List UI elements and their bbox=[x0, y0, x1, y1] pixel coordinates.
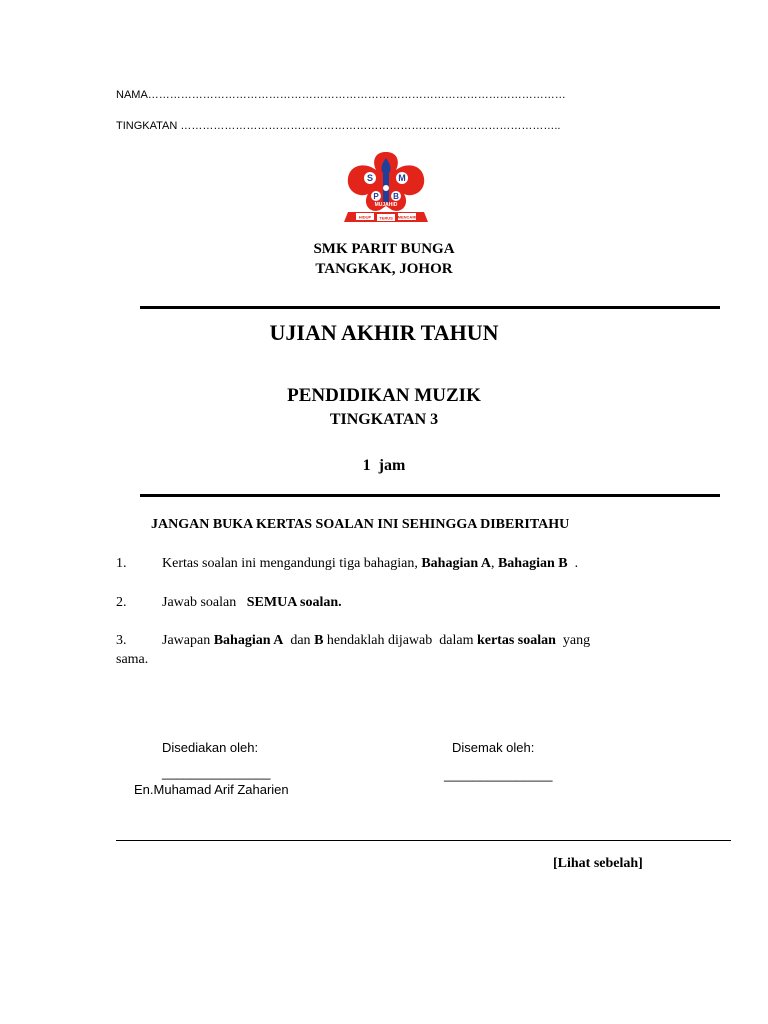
logo-banner-mid: TERUS bbox=[379, 215, 393, 221]
divider-top bbox=[140, 306, 720, 309]
prepared-by-signature-line: _______________ bbox=[162, 765, 271, 780]
exam-title: UJIAN AKHIR TAHUN bbox=[269, 320, 499, 345]
logo-banner-center: MUJAHID bbox=[374, 202, 398, 208]
prepared-by-name: En.Muhamad Arif Zaharien bbox=[134, 782, 289, 797]
instruction-item-1: 1. Kertas soalan ini mengandungi tiga bahagian, Bahagian A, Bahagian B . bbox=[116, 556, 579, 571]
logo-letter-b: B bbox=[393, 192, 399, 201]
instruction-number: 2. bbox=[116, 595, 127, 610]
logo-letter-p: P bbox=[373, 192, 379, 201]
divider-bottom bbox=[140, 494, 720, 497]
school-name: SMK PARIT BUNGA bbox=[313, 241, 455, 257]
exam-duration: 1 jam bbox=[362, 457, 406, 474]
next-page-note: [Lihat sebelah] bbox=[553, 856, 643, 871]
logo-letter-m: M bbox=[398, 173, 406, 183]
prepared-by-label: Disediakan oleh: bbox=[162, 740, 259, 755]
exam-subject: PENDIDIKAN MUZIK bbox=[287, 385, 481, 406]
school-location: TANGKAK, JOHOR bbox=[315, 261, 453, 277]
school-logo bbox=[340, 148, 432, 228]
exam-form: TINGKATAN 3 bbox=[329, 411, 439, 428]
instruction-item-3: 3. Jawapan Bahagian A dan B hendaklah dijawab dalam kertas soalan yang bbox=[116, 633, 591, 648]
student-form-line: TINGKATAN ………………………………………………………………………………………….. bbox=[116, 120, 561, 132]
logo-banner-right: MENCARI bbox=[397, 214, 417, 220]
checked-by-label: Disemak oleh: bbox=[452, 740, 535, 755]
instruction-item-3-cont: sama. bbox=[116, 652, 149, 667]
student-name-line: NAMA…………………………………………………………………………………………………… bbox=[116, 89, 566, 101]
checked-by-signature-line: _______________ bbox=[444, 767, 553, 782]
instruction-item-2: 2. Jawab soalan SEMUA soalan. bbox=[116, 595, 342, 610]
logo-banner-left: HIDUP bbox=[358, 214, 372, 220]
instruction-number: 3. bbox=[116, 633, 127, 648]
exam-warning: JANGAN BUKA KERTAS SOALAN INI SEHINGGA DIBERITAHU bbox=[151, 517, 570, 532]
footer-divider bbox=[116, 840, 731, 841]
logo-letter-s: S bbox=[366, 173, 374, 183]
instruction-number: 1. bbox=[116, 556, 127, 571]
